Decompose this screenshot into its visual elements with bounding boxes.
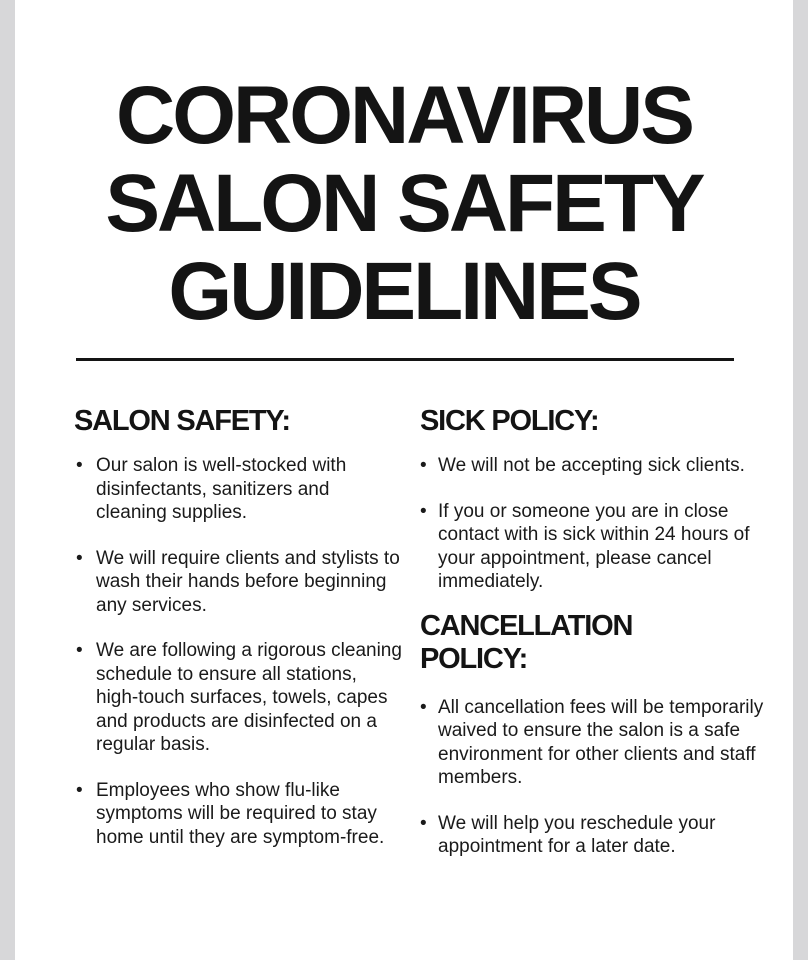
salon-safety-section: [74, 405, 404, 871]
bullet-icon: •: [420, 500, 427, 522]
flyer-page: [15, 0, 793, 960]
list-item: [420, 696, 780, 790]
flyer-title: [15, 72, 793, 336]
cancellation-policy-heading: [420, 610, 780, 676]
list-item: [420, 454, 780, 478]
salon-safety-heading: SALON SAFETY:: [74, 405, 290, 437]
title-line-3: GUIDELINES: [168, 246, 640, 337]
cancellation-heading-line-2: POLICY:: [420, 642, 528, 675]
sick-policy-list: [420, 454, 780, 594]
list-item: [74, 779, 404, 850]
list-item-text: We will require clients and stylists to wash their hands before beginning any services.: [96, 547, 400, 616]
bullet-icon: •: [420, 812, 427, 834]
title-divider: [76, 358, 734, 361]
cancellation-heading-line-1: CANCELLATION: [420, 609, 633, 642]
list-item-text: All cancellation fees will be temporarily waived to ensure the salon is a safe environment for other clients and staff members.: [438, 696, 764, 788]
list-item-text: If you or someone you are in close contact with is sick within 24 hours of your appointment, please cancel immediately.: [438, 500, 750, 592]
list-item: [420, 500, 780, 594]
salon-safety-list: [74, 454, 404, 849]
list-item-text: We are following a rigorous cleaning schedule to ensure all stations, high-touch surfaces, towels, capes and products are disinfected on a regular basis.: [96, 640, 402, 755]
bullet-icon: •: [420, 455, 427, 476]
list-item-text: We will not be accepting sick clients.: [438, 455, 745, 476]
policies-section: [420, 405, 780, 881]
list-item: [74, 639, 404, 757]
sick-policy-heading: SICK POLICY:: [420, 405, 599, 437]
list-item-text: Employees who show flu-like symptoms will be required to stay home until they are symptom-free.: [96, 779, 385, 848]
bullet-icon: •: [420, 696, 427, 718]
cancellation-policy-list: [420, 696, 780, 859]
bullet-icon: •: [76, 547, 83, 569]
title-line-2: SALON SAFETY: [105, 158, 703, 249]
title-line-1: CORONAVIRUS: [116, 70, 692, 161]
bullet-icon: •: [76, 779, 83, 801]
bullet-icon: •: [76, 640, 83, 661]
list-item: [74, 547, 404, 618]
list-item-text: We will help you reschedule your appointment for a later date.: [438, 812, 716, 857]
list-item: [74, 454, 404, 525]
list-item-text: Our salon is well-stocked with disinfectants, sanitizers and cleaning supplies.: [96, 455, 347, 523]
bullet-icon: •: [76, 455, 83, 476]
list-item: [420, 812, 780, 859]
